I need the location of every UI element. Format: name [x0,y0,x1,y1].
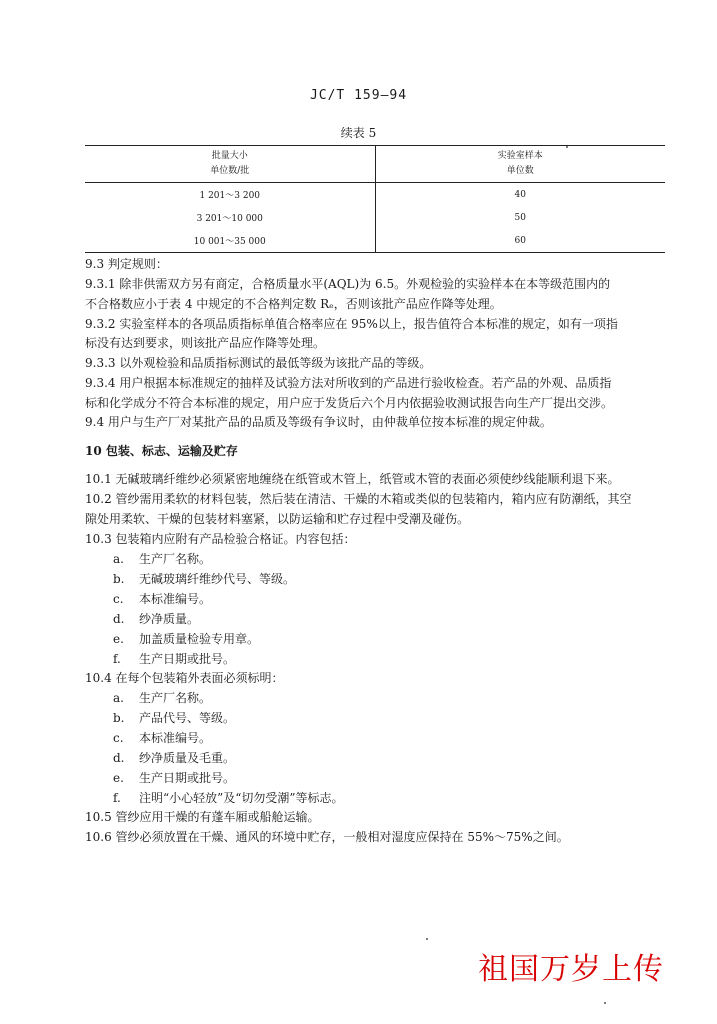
list-item: d. 纱净质量及毛重。 [113,751,236,765]
list-item: b. 无碱玻璃纤维纱代号、等级。 [113,572,296,586]
clause-9-3: 9.3 判定规则： [85,257,168,271]
table-row [85,206,665,229]
list-item: b. 产品代号、等级。 [113,711,236,725]
clause-10-2-cont: 隙处用柔软、干燥的包装材料塞紧，以防运输和贮存过程中受潮及碰伤。 [85,512,470,526]
table-row [85,229,665,253]
clause-10-6: 10.6 管纱必须放置在干燥、通风的环境中贮存，一般相对湿度应保持在 55%～75%之间。 [85,830,569,844]
clause-10-5: 10.5 管纱应用干燥的有蓬车厢或船舱运输。 [85,810,320,824]
list-item: e. 加盖质量检验专用章。 [113,632,260,646]
cell-sample: 40 [514,189,526,200]
list-item: a. 生产厂名称。 [113,691,212,705]
clause-10-4: 10.4 在每个包装箱外表面必须标明： [85,671,284,685]
cell-sample: 60 [514,235,526,246]
clause-9-3-4: 9.3.4 用户根据本标准规定的抽样及试验方法对所收到的产品进行验收检查。若产品的外观、品质指 [85,376,612,390]
upload-watermark: 祖国万岁上传 [478,952,664,987]
clause-10-1: 10.1 无碱玻璃纤维纱必须紧密地缠绕在纸管或木管上，纸管或木管的表面必须使纱线能顺利退下来。 [85,472,620,486]
section-10-title: 10 包装、标志、运输及贮存 [85,444,238,458]
list-item: f. 生产日期或批号。 [113,652,236,666]
clause-9-3-1-cont: 不合格数应小于表 4 中规定的不合格判定数 Rₑ，否则该批产品应作降等处理。 [85,297,502,311]
scan-speck [604,1002,606,1004]
scan-speck [566,146,568,148]
header-lab-sample: 实验室样本 单位数 [375,146,665,183]
list-item: d. 纱净质量。 [113,612,200,626]
cell-sample: 50 [514,212,526,223]
clause-9-3-3: 9.3.3 以外观检验和品质指标测试的最低等级为该批产品的等级。 [85,356,432,370]
list-item: a. 生产厂名称。 [113,552,212,566]
header-batch-size: 批量大小 单位数/批 [85,146,375,183]
clause-10-2: 10.2 管纱需用柔软的材料包装，然后装在清洁、干燥的木箱或类似的包装箱内，箱内应有防潮纸，其空 [85,492,632,506]
cell-batch: 10 001～35 000 [85,229,375,253]
list-item: f. 注明“小心轻放”及“切勿受潮”等标志。 [113,791,344,805]
clause-9-3-1: 9.3.1 除非供需双方另有商定，合格质量水平(AQL)为 6.5。外观检验的实验样本在本等级范围内的 [85,277,611,291]
list-item: c. 本标准编号。 [113,592,212,606]
clause-9-3-2-cont: 标没有达到要求，则该批产品应作降等处理。 [85,336,326,350]
clause-10-3: 10.3 包装箱内应附有产品检验合格证。内容包括： [85,532,356,546]
table-caption: 续表 5 [340,126,377,140]
list-item: c. 本标准编号。 [113,731,212,745]
table-row [85,183,665,207]
standard-code-header: JC/T 159—94 [309,88,408,103]
cell-batch: 1 201～3 200 [85,183,375,207]
cell-batch: 3 201～10 000 [85,206,375,229]
clause-9-3-2: 9.3.2 实验室样本的各项品质指标单值合格率应在 95%以上，报告值符合本标准的规定，如有一项指 [85,317,618,331]
scan-speck [426,938,428,940]
clause-9-3-4-cont: 标和化学成分不符合本标准的规定，用户应于发货后六个月内依据验收测试报告向生产厂提出交涉。 [85,396,614,410]
sampling-table [85,145,665,253]
clause-9-4: 9.4 用户与生产厂对某批产品的品质及等级有争议时，由仲裁单位按本标准的规定仲裁。 [85,415,552,429]
list-item: e. 生产日期或批号。 [113,771,236,785]
table-header-row [85,146,665,183]
